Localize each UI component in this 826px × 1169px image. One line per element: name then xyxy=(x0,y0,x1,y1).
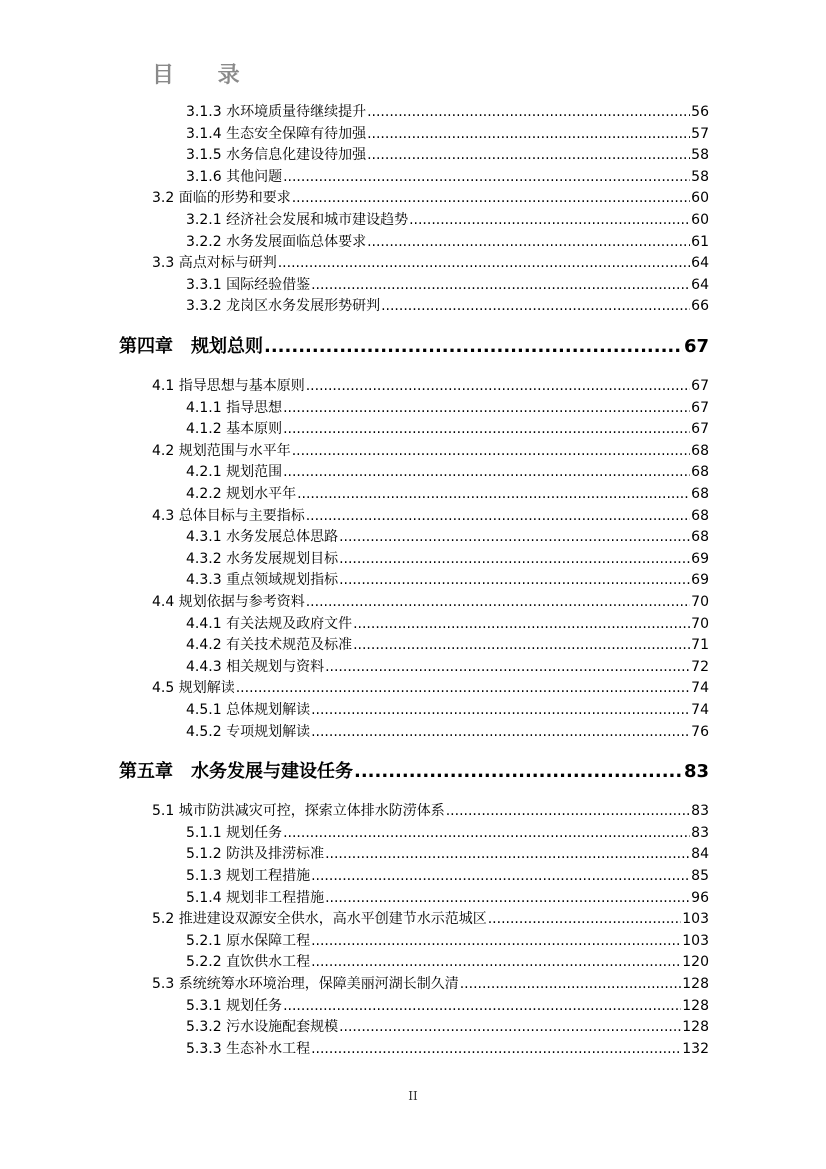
toc-entry-page: 71 xyxy=(691,637,709,654)
toc-entry[interactable] xyxy=(186,549,709,569)
toc-entry-label: 4.4.2 有关技术规范及标准 xyxy=(186,637,353,654)
toc-entry[interactable] xyxy=(186,844,709,864)
toc-entry-page: 96 xyxy=(691,889,709,906)
toc-entry[interactable] xyxy=(186,419,709,439)
dot-leader xyxy=(488,909,682,929)
toc-entry[interactable] xyxy=(186,996,709,1016)
toc-entry[interactable] xyxy=(152,506,709,526)
dot-leader xyxy=(283,419,690,439)
toc-entry-page: 64 xyxy=(691,276,709,293)
toc-entry-label: 5.3.3 生态补水工程 xyxy=(186,1040,311,1057)
toc-entry-label: 4.2.2 规划水平年 xyxy=(186,486,297,502)
toc-entry[interactable] xyxy=(152,974,709,994)
toc-entry[interactable] xyxy=(186,823,709,843)
toc-entry-page: 72 xyxy=(691,658,709,675)
toc-entry-label: 第五章 水务发展与建设任务 xyxy=(119,761,353,783)
toc-entry-page: 68 xyxy=(691,442,709,459)
toc-entry-page: 76 xyxy=(691,723,709,740)
dot-leader xyxy=(278,253,690,273)
toc-entry-page: 68 xyxy=(691,507,709,524)
toc-entry-page: 103 xyxy=(682,911,709,928)
toc-entry-label: 5.1 城市防洪减灾可控，探索立体排水防涝体系 xyxy=(152,803,445,820)
toc-entry-page: 68 xyxy=(691,464,709,481)
toc-entry[interactable] xyxy=(186,614,709,634)
dot-leader xyxy=(311,866,690,886)
toc-entry[interactable] xyxy=(152,253,709,273)
dot-leader xyxy=(283,996,681,1016)
dot-leader xyxy=(264,334,683,360)
toc-entry-label: 4.5.2 专项规划解读 xyxy=(186,723,311,740)
toc-entry-label: 3.2.1 经济社会发展和城市建设趋势 xyxy=(186,212,409,228)
toc-entry-label: 4.4.1 有关法规及政府文件 xyxy=(186,615,353,632)
toc-entry-page: 67 xyxy=(691,421,709,438)
toc-entry[interactable] xyxy=(186,570,709,590)
dot-leader xyxy=(283,167,690,187)
toc-entry-page: 85 xyxy=(691,868,709,884)
toc-entry-label: 4.3.3 重点领域规划指标 xyxy=(186,572,339,589)
toc-entry-label: 5.3 系统统筹水环境治理，保障美丽河湖长制久清 xyxy=(152,976,459,992)
dot-leader xyxy=(292,188,690,208)
dot-leader xyxy=(283,398,690,418)
toc-entry-label: 5.1.2 防洪及排涝标准 xyxy=(186,846,325,863)
toc-entry-label: 5.2.2 直饮供水工程 xyxy=(186,954,311,971)
toc-entry-label: 5.1.1 规划任务 xyxy=(186,824,283,841)
toc-entry[interactable] xyxy=(186,398,709,418)
toc-entry[interactable] xyxy=(186,484,709,504)
toc-entry-page: 68 xyxy=(691,529,709,546)
toc-entry[interactable] xyxy=(186,102,709,122)
toc-entry-label: 4.3.2 水务发展规划目标 xyxy=(186,550,339,567)
dot-leader xyxy=(367,232,690,252)
toc-entry-label: 4.3.1 水务发展总体思路 xyxy=(186,529,339,546)
toc-chapter[interactable] xyxy=(119,334,709,360)
dot-leader xyxy=(325,888,690,908)
toc-entry-label: 5.2 推进建设双源安全供水，高水平创建节水示范城区 xyxy=(152,911,487,928)
toc-entry-label: 5.2.1 原水保障工程 xyxy=(186,932,311,949)
dot-leader xyxy=(311,952,681,972)
toc-entry-page: 58 xyxy=(691,168,709,185)
toc-entry[interactable] xyxy=(186,1039,709,1059)
toc-entry-page: 128 xyxy=(682,976,709,992)
dot-leader xyxy=(446,801,690,821)
toc-entry[interactable] xyxy=(186,722,709,742)
toc-entry-label: 5.1.4 规划非工程措施 xyxy=(186,889,325,906)
toc-entry-label: 3.1.3 水环境质量待继续提升 xyxy=(186,104,367,120)
toc-entry[interactable] xyxy=(186,1017,709,1037)
toc-entry-label: 3.3.2 龙岗区水务发展形势研判 xyxy=(186,298,381,315)
dot-leader xyxy=(311,1039,681,1059)
toc-entry-page: 66 xyxy=(691,298,709,315)
toc-entry[interactable] xyxy=(186,296,709,316)
dot-leader xyxy=(297,484,690,504)
toc-entry-page: 67 xyxy=(683,336,709,357)
toc-entry-label: 4.4.3 相关规划与资料 xyxy=(186,658,325,675)
toc-entry-label: 4.1.2 基本原则 xyxy=(186,421,283,438)
toc-entry-page: 67 xyxy=(691,378,709,394)
toc-entry-page: 128 xyxy=(682,1019,709,1036)
toc-entry[interactable] xyxy=(152,678,709,698)
dot-leader xyxy=(311,275,690,295)
toc-entry[interactable] xyxy=(186,527,709,547)
toc-entry-label: 4.1.1 指导思想 xyxy=(186,399,283,416)
toc-entry-label: 5.3.2 污水设施配套规模 xyxy=(186,1019,339,1036)
toc-entry-label: 第四章 规划总则 xyxy=(119,336,263,357)
toc-entry[interactable] xyxy=(152,188,709,208)
toc-entry-page: 83 xyxy=(691,803,709,820)
toc-entry-label: 3.1.6 其他问题 xyxy=(186,168,283,185)
toc-entry-page: 84 xyxy=(691,846,709,863)
dot-leader xyxy=(367,124,690,144)
toc-entry-label: 3.2.2 水务发展面临总体要求 xyxy=(186,233,367,250)
toc-entry-label: 3.1.5 水务信息化建设待加强 xyxy=(186,147,367,164)
dot-leader xyxy=(367,102,690,122)
dot-leader xyxy=(306,592,690,612)
toc-entry-label: 3.2 面临的形势和要求 xyxy=(152,190,291,207)
toc-entry-label: 4.2.1 规划范围 xyxy=(186,464,283,481)
toc-entry-page: 83 xyxy=(691,824,709,841)
toc-entry[interactable] xyxy=(186,124,709,144)
toc-entry-page: 70 xyxy=(691,594,709,610)
toc-entry-page: 64 xyxy=(691,255,709,272)
dot-leader xyxy=(381,296,690,316)
toc-entry-label: 4.3 总体目标与主要指标 xyxy=(152,507,305,524)
toc-entry-label: 4.2 规划范围与水平年 xyxy=(152,442,291,459)
toc-entry-page: 120 xyxy=(682,954,709,971)
toc-entry-page: 56 xyxy=(691,104,709,120)
dot-leader xyxy=(353,635,690,655)
toc-entry-page: 69 xyxy=(691,572,709,589)
toc-entry[interactable] xyxy=(186,145,709,165)
dot-leader xyxy=(354,759,683,785)
toc-entry-page: 60 xyxy=(691,190,709,207)
toc-entry[interactable] xyxy=(152,441,709,461)
dot-leader xyxy=(409,210,690,230)
toc-entry-page: 67 xyxy=(691,399,709,416)
toc-entry-page: 74 xyxy=(691,702,709,718)
toc-entry-label: 4.5 规划解读 xyxy=(152,680,235,697)
toc-entry[interactable] xyxy=(152,376,709,396)
dot-leader xyxy=(339,549,690,569)
toc-entry[interactable] xyxy=(186,952,709,972)
toc-entry-page: 68 xyxy=(691,486,709,502)
dot-leader xyxy=(339,570,690,590)
toc-entry-page: 61 xyxy=(691,233,709,250)
toc-entry-label: 3.1.4 生态安全保障有待加强 xyxy=(186,125,367,142)
dot-leader xyxy=(367,145,690,165)
toc-entry-page: 70 xyxy=(691,615,709,632)
toc-entry[interactable] xyxy=(186,462,709,482)
toc-entry[interactable] xyxy=(152,592,709,612)
toc-entry-page: 57 xyxy=(691,125,709,142)
toc-entry-page: 132 xyxy=(682,1040,709,1057)
toc-entry[interactable] xyxy=(152,909,709,929)
toc-entry-label: 5.3.1 规划任务 xyxy=(186,997,283,1014)
toc-entry-label: 3.3.1 国际经验借鉴 xyxy=(186,276,311,293)
dot-leader xyxy=(236,678,690,698)
toc-entry-label: 3.3 高点对标与研判 xyxy=(152,255,277,272)
toc-entry-label: 5.1.3 规划工程措施 xyxy=(186,868,311,884)
dot-leader xyxy=(339,527,690,547)
dot-leader xyxy=(311,722,690,742)
toc-entry[interactable] xyxy=(186,232,709,252)
dot-leader xyxy=(460,974,682,994)
toc-entry[interactable] xyxy=(186,866,709,886)
toc-entry-page: 58 xyxy=(691,147,709,164)
dot-leader xyxy=(306,376,690,396)
toc-entry[interactable] xyxy=(186,657,709,677)
toc-entry-label: 4.1 指导思想与基本原则 xyxy=(152,378,305,394)
toc-entry-page: 60 xyxy=(691,212,709,228)
toc-entry[interactable] xyxy=(152,801,709,821)
dot-leader xyxy=(306,506,690,526)
dot-leader xyxy=(292,441,690,461)
toc-entry[interactable] xyxy=(186,888,709,908)
toc-entry-page: 74 xyxy=(691,680,709,697)
toc-entry[interactable] xyxy=(186,167,709,187)
toc-entry[interactable] xyxy=(186,700,709,720)
dot-leader xyxy=(325,844,690,864)
toc-entry-page: 103 xyxy=(682,932,709,949)
toc-entry[interactable] xyxy=(186,931,709,951)
toc-entry-label: 4.5.1 总体规划解读 xyxy=(186,702,311,718)
page-title: 目 录 xyxy=(152,63,258,88)
toc-entry[interactable] xyxy=(186,635,709,655)
toc-entry[interactable] xyxy=(186,210,709,230)
toc-entry-page: 83 xyxy=(683,761,709,783)
page-number: II xyxy=(408,1089,418,1103)
dot-leader xyxy=(325,657,690,677)
dot-leader xyxy=(311,700,690,720)
toc-entry-page: 128 xyxy=(682,997,709,1014)
toc-chapter[interactable] xyxy=(119,759,709,785)
toc-entry-label: 4.4 规划依据与参考资料 xyxy=(152,594,305,610)
toc-entry-page: 69 xyxy=(691,550,709,567)
dot-leader xyxy=(339,1017,681,1037)
toc-entry[interactable] xyxy=(186,275,709,295)
dot-leader xyxy=(353,614,690,634)
dot-leader xyxy=(283,462,690,482)
dot-leader xyxy=(311,931,681,951)
dot-leader xyxy=(283,823,690,843)
